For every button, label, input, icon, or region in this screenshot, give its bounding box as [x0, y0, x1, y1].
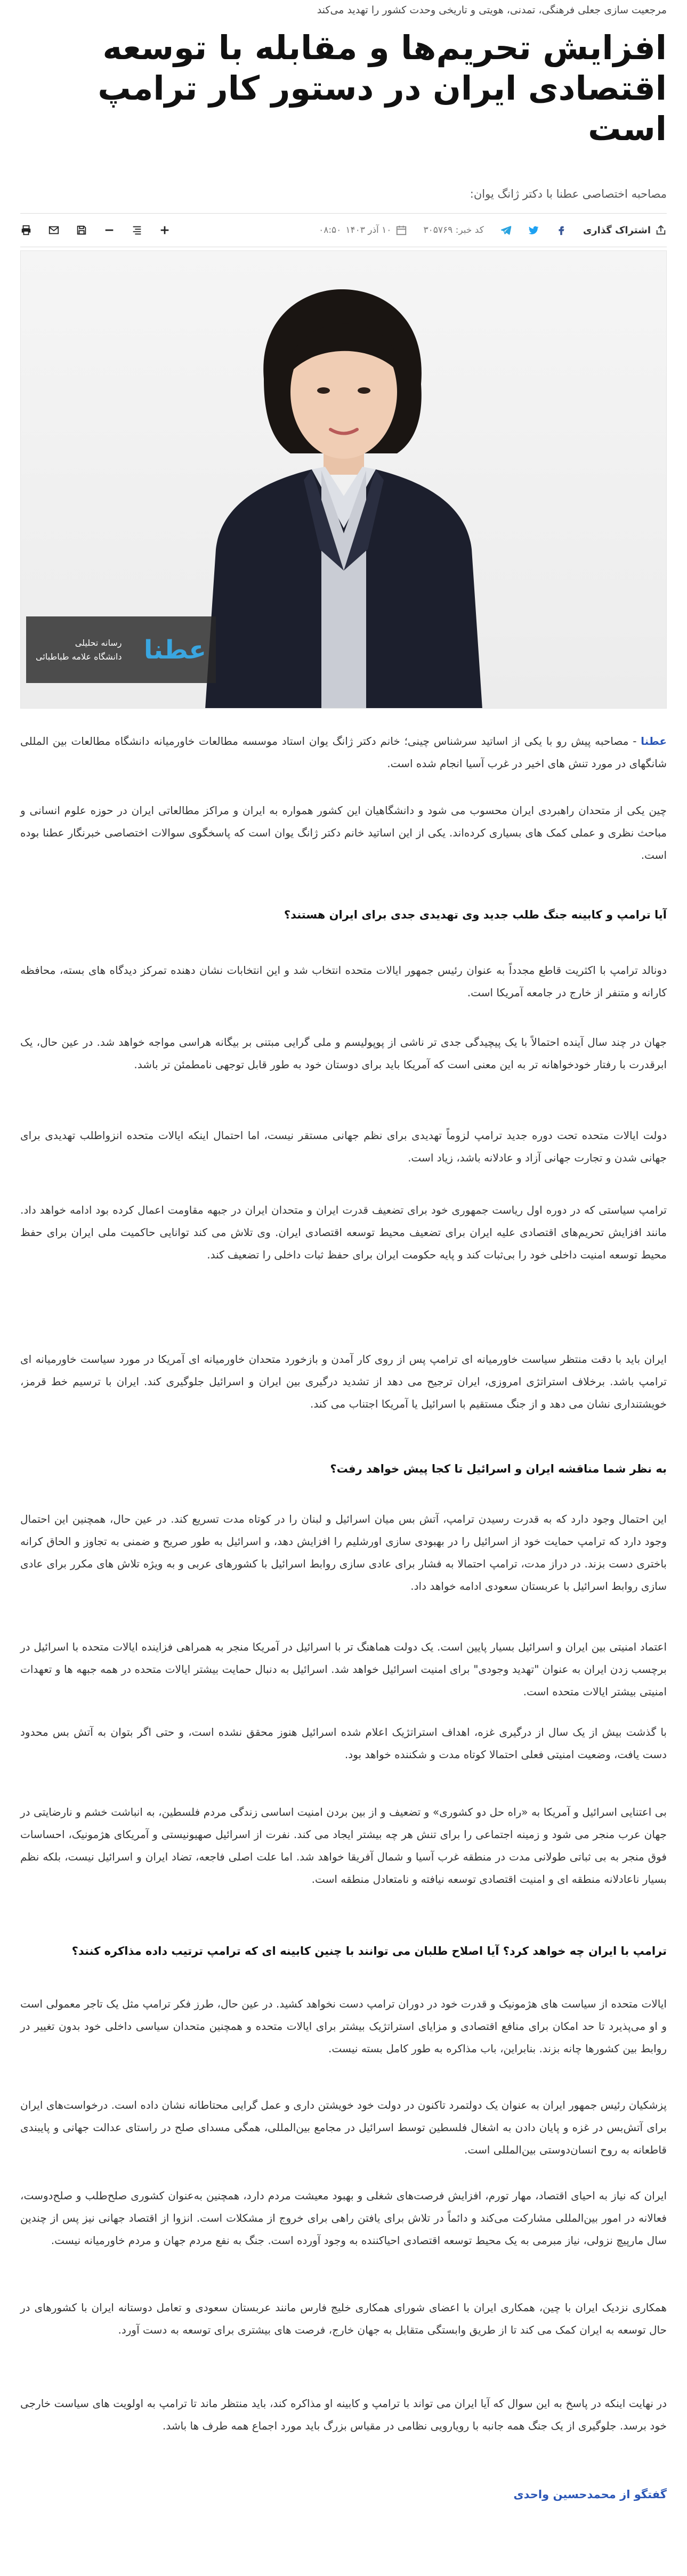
paragraph-11: بی اعتنایی اسرائیل و آمریکا به «راه حل دو کشوری» و تضعیف و از بین بردن امنیت اساسی زندگی مردم فلسطین، به انباشت خشم و نارضایتی در جهان عرب منجر می شود و زمینه اجتماعی را برای تنش هر چه بیشتر ایجاد می کند. نفرت از اسرائیل صهیونیستی و آمریکای هژمونیک، احساسات فوق منجر به بی ثباتی طولانی مدت در منطقه غرب آسیا و شمال آفریقا خواهد شد. اما علت اصلی فاجعه، تضاد ایران و اسرائیل نیست، بلکه نظم بسیار ناعادلانه منطقه ای و امنیت اقتصادی توسعه نیافته و نامتعادل منطقه است. — [20, 1806, 667, 1886]
logo-line-2: دانشگاه علامه طباطبائی — [36, 651, 122, 662]
facebook-icon[interactable] — [555, 224, 567, 236]
logo-line-1: رسانه تحلیلی — [75, 637, 122, 648]
toolbar-share-group — [319, 224, 667, 236]
paragraph-10: با گذشت بیش از یک سال از درگیری غزه، اهداف استراتژیک اعلام شده اسرائیل هنوز محقق نشده است، و حتی اگر بتوان به آتش بس محدود دست یافت، وضعیت امنیتی فعلی احتمالا کوتاه مدت و شکننده خواهد بود. — [20, 1726, 667, 1761]
paragraph-8: این احتمال وجود دارد که به قدرت رسیدن ترامپ، آتش بس میان اسرائیل و لبنان را در کوتاه مدت تسریع کند. در عین حال، همچنین این احتمال وجود دارد که ترامپ حمایت خود از اسرائیل را در بهبودی سازی اورشلیم را افزایش دهد، و اسرائیل به طور صریح و ضمنی به تجاوز و الحاق کرانه باختری دست بزند. در دراز مدت، ترامپ احتمالا به فشار برای عادی سازی روابط اسرائیل با کشورهای عربی و به ویژه تلاش های مکرر برای عادی سازی روابط اسرائیل با عربستان سعودی ادامه خواهد داد. — [20, 1513, 667, 1592]
paragraph-6: ترامپ سیاستی که در دوره اول ریاست جمهوری خود برای تضعیف قدرت ایران و متحدان ایران در جبهه مقاومت اعمال کرده بود ادامه خواهد داد. مانند افزایش تحریم‌های اقتصادی علیه ایران برای تضعیف محیط توسعه اقتصادی ایران. وی تلاش می کند توانایی حاکمیت ملی ایران برای حفظ محیط توسعه امنیت داخلی خود را بی‌ثبات کند و پایه حکومت ایران برای حفظ ثبات داخلی را تضعیف کند. — [20, 1204, 667, 1261]
share-label: اشتراک گذاری — [583, 224, 651, 236]
paragraph-12: ایالات متحده از سیاست های هژمونیک و قدرت خود در دوران ترامپ دست نخواهد کشید. در عین حال، طرز فکر ترامپ مثل یک تاجر معمولی است و او می‌پذیرد تا حد امکان برای منافع اقتصادی و مزایای استراتژیک بیشتر برای ایالات متحده و همچنین متحدان سیاسی داخلی خود بدون تغییر در روابط بین کشورها چانه بزند. بنابراین، باب مذاکره به طور کامل بسته نیست. — [20, 1997, 667, 2055]
twitter-icon[interactable] — [528, 224, 539, 236]
paragraph-5: دولت ایالات متحده تحت دوره جدید ترامپ لزوماً تهدیدی برای نظم جهانی مستقر نیست، اما احتمال اینکه ایالات متحده انزواطلب تهدیدی برای جهانی شدن و تجارت جهانی آزاد و عادلانه باشد، زیاد است. — [20, 1129, 667, 1164]
paragraph-2: چین یکی از متحدان راهبردی ایران محسوب می شود و دانشگاهیان این کشور همواره به ایران و مراکز مطالعاتی ایران در حوزه علوم انسانی و مباحث نظری و عملی کمک های بسیاری کرده‌اند. یکی از این اساتید خانم دکتر ژانگ یوان است که پاسخگوی سوالات اختصاصی خبرنگار عطنا بوده است. — [20, 804, 667, 862]
font-decrease-icon[interactable] — [103, 224, 115, 236]
share-button[interactable] — [583, 224, 667, 236]
author-credit[interactable]: گفتگو از محمدحسین واحدی — [513, 2488, 667, 2501]
atna-logo-badge — [26, 616, 216, 683]
paragraph-16: در نهایت اینکه در پاسخ به این سوال که آیا ایران می تواند با ترامپ و کابینه او مذاکره کند، باید منتظر ماند تا ترامپ به اولویت های سیاست خارجی خود برسد. جلوگیری از یک جنگ همه جانبه با رویارویی نظامی در مقیاس بزرگ باید مورد اجماع همه طرف ها باشد. — [20, 2397, 667, 2432]
paragraph-4: جهان در چند سال آینده احتمالاً با یک پیچیدگی جدی تر ناشی از پوپولیسم و ملی گرایی مبتنی بر بیگانه هراسی مواجه خواهد شد. در عین حال، یک ابرقدرت با رفتار خودخواهانه تر به این معنی است که آمریکا باید برای دوستان خود به طور قابل توجهی نامطمئن تر باشد. — [20, 1036, 667, 1071]
font-increase-icon[interactable] — [159, 224, 171, 236]
person-portrait — [184, 251, 504, 709]
lead-text: مصاحبه اختصاصی عطنا با دکتر ژانگ یوان: — [470, 188, 667, 200]
paragraph-14: ایران که نیاز به احیای اقتصاد، مهار تورم، افزایش فرصت‌های شغلی و بهبود معیشت مردم دارد، همچنین به‌عنوان کشوری صلح‌طلب و صلح‌دوست، فعالانه در امور بین‌المللی مشارکت می‌کند و دائماً در تلاش برای یافتن راهی برای خروج از مشکلات است. انزوا از اقتصاد جهانی نیز پس از چندین سال مارپیچ نزولی، نیاز مبرمی به یک محیط توسعه اقتصادی احیاکننده به وجود آورده است. جنگ به نفع مردم جهان و مردم خاورمیانه نیست. — [20, 2189, 667, 2247]
email-icon[interactable] — [48, 224, 60, 236]
supertitle: مرجعیت سازی جعلی فرهنگی، تمدنی، هویتی و تاریخی وحدت کشور را تهدید می‌کند — [317, 4, 667, 16]
question-heading-1: آیا ترامپ و کابینه جنگ طلب جدید وی تهدیدی جدی برای ایران هستند؟ — [284, 908, 667, 921]
paragraph-13: پزشکیان رئیس جمهور ایران به عنوان یک دولتمرد تاکنون در دولت خود خویشتن داری و عمل گرایی محتاطانه نشان داده است. درخواست‌های ایران برای آتش‌بس در غزه و پایان دادن به اشغال فلسطین توسط اسرائیل در مجامع بین‌المللی، همگی مسدای صلح در راستای عدالت جهانی و پایبندی قاطعانه به روح انسان‌دوستی بین‌المللی است. — [20, 2099, 667, 2156]
text-align-icon[interactable] — [131, 224, 143, 236]
article-photo — [20, 250, 667, 709]
publish-date-group — [319, 224, 407, 236]
atna-logo-mark: عطنا — [143, 635, 206, 665]
paragraph-15: همکاری نزدیک ایران با چین، همکاری ایران با اعضای شورای همکاری خلیج فارس مانند عربستان سعودی و تعامل دوستانه ایران با کشورهای در حال توسعه به ایران کمک می کند تا از طریق وابستگی متقابل به جهان خارج، فرصت های بیشتری برای توسعه به دست آورد. — [20, 2301, 667, 2336]
article-toolbar — [20, 213, 667, 247]
news-code: کد خبر: ۳۰۵۷۶۹ — [423, 225, 484, 235]
save-icon[interactable] — [76, 224, 87, 236]
atna-logo-text — [36, 636, 122, 664]
page-title: افزایش تحریم‌ها و مقابله با توسعه اقتصادی ایران در دستور کار ترامپ است — [98, 28, 667, 148]
question-heading-3: ترامپ با ایران چه خواهد کرد؟ آیا اصلاح طلبان می توانند با چنین کابینه ای که ترامپ ترتیب داده مذاکره کنند؟ — [71, 1945, 667, 1957]
paragraph-3: دونالد ترامپ با اکثریت قاطع مجدداً به عنوان رئیس جمهور ایالات متحده انتخاب شد و این انتخابات نشان دهنده تمرکز دیدگاه های بسته، محافظه کارانه و متنفر از خارج در جامعه آمریکا است. — [20, 964, 667, 999]
paragraph-1 — [20, 730, 667, 775]
question-heading-2: به نظر شما مناقشه ایران و اسرائیل تا کجا پیش خواهد رفت؟ — [330, 1462, 667, 1475]
share-icon — [655, 224, 667, 236]
telegram-icon[interactable] — [500, 224, 512, 236]
print-icon[interactable] — [20, 224, 32, 236]
paragraph-7: ایران باید با دقت منتظر سیاست خاورمیانه ای ترامپ پس از روی کار آمدن و بازخورد متحدان خاورمیانه ای آمریکا در مورد سیاست خاورمیانه ای ترامپ باشد. برخلاف استراتژی امروزی، ایران ترجیح می دهد از تشدید درگیری بین ایران و اسرائیل جلوگیری کند. ایران با ترسیم خط قرمز، خویشتنداری نشان می دهد و از جنگ مستقیم با اسرائیل یا آمریکا اجتناب می کند. — [20, 1353, 667, 1410]
publish-time: ۰۸:۵۰ — [319, 225, 342, 235]
calendar-icon — [395, 224, 407, 236]
paragraph-9: اعتماد امنیتی بین ایران و اسرائیل بسیار پایین است. یک دولت هماهنگ تر با اسرائیل در آمریکا منجر به همراهی فزاینده ایالات متحده با اسرائیل در برچسب زدن ایران به عنوان "تهدید وجودی" برای امنیت اسرائیل خواهد شد. اسرائیل به دنبال حمایت بیشتر ایالات متحده در همه جبهه ها و تعهدات امنیتی بیشتر ایالات متحده است. — [20, 1640, 667, 1698]
paragraph-1-text: - مصاحبه پیش رو با یکی از اساتید سرشناس چینی؛ خانم دکتر ژانگ یوان استاد موسسه مطالعات خاورمیانه دانشگاه مطالعات بین المللی شانگهای در مورد تنش های اخیر در غرب آسیا انجام شده است. — [20, 735, 667, 770]
publish-date: ۱۰ آذر ۱۴۰۳ — [345, 225, 392, 235]
toolbar-tools-group — [20, 224, 171, 236]
agency-link[interactable]: عطنا — [641, 735, 667, 747]
